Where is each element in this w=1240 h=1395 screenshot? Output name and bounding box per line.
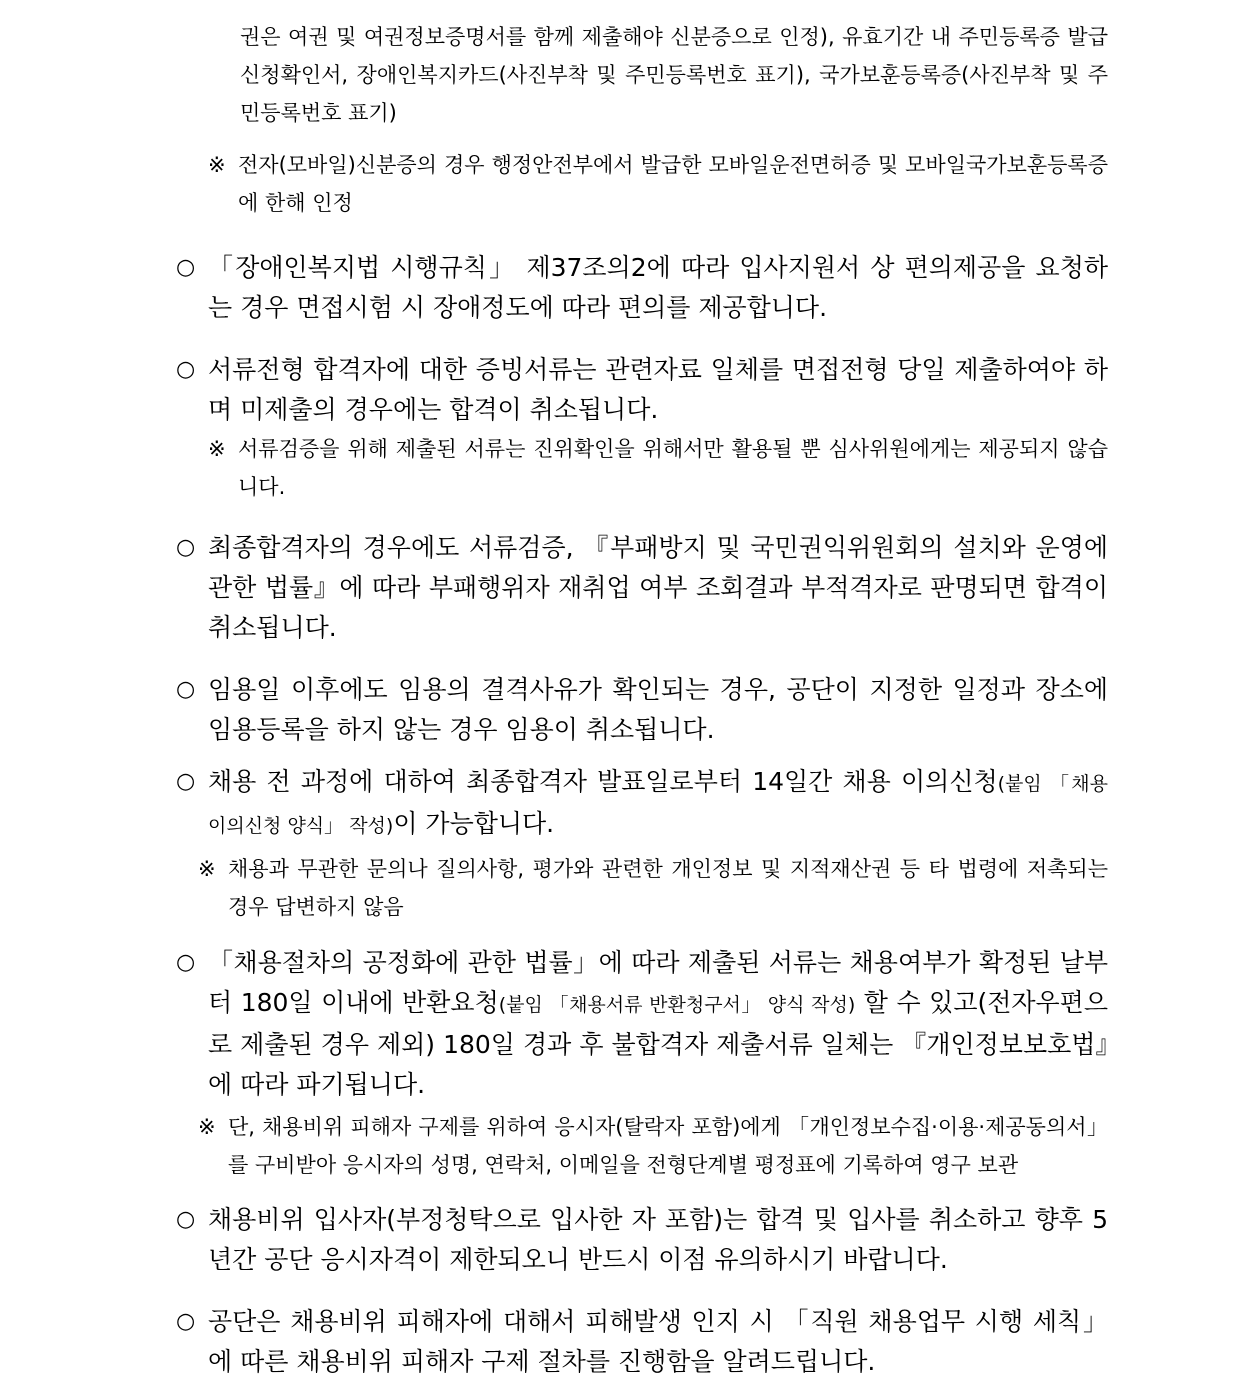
note-text: 서류검증을 위해 제출된 서류는 진위확인을 위해서만 활용될 뿐 심사위원에게는 제공되지 않습니다. xyxy=(238,437,1108,499)
list-item-document-screening xyxy=(176,350,1108,430)
list-item-appointment-cancel xyxy=(176,670,1108,750)
bullet-mark: ○ xyxy=(176,950,196,975)
note-mark: ※ xyxy=(198,857,216,881)
item-text-small: (붙임 「채용 이의신청 양식」 작성) xyxy=(208,773,1108,837)
list-item-disability-accommodation xyxy=(176,248,1108,328)
list-item-final-verification xyxy=(176,528,1108,648)
note-text: 채용과 무관한 문의나 질의사항, 평가와 관련한 개인정보 및 지적재산권 등 타 법령에 저촉되는 경우 답변하지 않음 xyxy=(228,857,1108,919)
id-document-continuation xyxy=(240,18,1108,132)
item-text-end: 할 수 있고(전자우편으로 제출된 경우 제외) 180일 경과 후 불합격자 제출서류 일체는 『개인정보보호법』에 따라 파기됩니다. xyxy=(208,988,1108,1099)
bullet-mark: ○ xyxy=(176,357,196,382)
item-text xyxy=(208,943,1108,1105)
note-mark: ※ xyxy=(198,1115,216,1139)
item-text-main: 「채용절차의 공정화에 관한 법률」에 따라 제출된 서류는 채용여부가 확정된 날부터 180일 이내에 반환요청 xyxy=(208,948,1108,1017)
item-text: 서류전형 합격자에 대한 증빙서류는 관련자료 일체를 면접전형 당일 제출하여야 하며 미제출의 경우에는 합격이 취소됩니다. xyxy=(208,355,1108,424)
bullet-mark: ○ xyxy=(176,769,196,794)
note-mark: ※ xyxy=(208,153,226,177)
bullet-mark: ○ xyxy=(176,255,196,280)
continuation-text: 권은 여권 및 여권정보증명서를 함께 제출해야 신분증으로 인정), 유효기간 내 주민등록증 발급신청확인서, 장애인복지카드(사진부착 및 주민등록번호 표기), 국가보훈등록증(사진부착 및 주민등록번호 표기) xyxy=(240,25,1108,125)
document-verification-note xyxy=(208,430,1108,506)
list-item-document-return xyxy=(176,943,1108,1105)
note-text: 전자(모바일)신분증의 경우 행정안전부에서 발급한 모바일운전면허증 및 모바일국가보훈등록증에 한해 인정 xyxy=(238,153,1108,215)
item-text-end: 이 가능합니다. xyxy=(393,809,555,838)
item-text: 최종합격자의 경우에도 서류검증, 『부패방지 및 국민권익위원회의 설치와 운영에 관한 법률』에 따라 부패행위자 재취업 여부 조회결과 부적격자로 판명되면 합격이 취소됩니다. xyxy=(208,533,1108,642)
item-text: 채용비위 입사자(부정청탁으로 입사한 자 포함)는 합격 및 입사를 취소하고 향후 5년간 공단 응시자격이 제한되오니 반드시 이점 유의하시기 바랍니다. xyxy=(208,1205,1108,1274)
list-item-victim-relief xyxy=(176,1302,1108,1382)
item-text-small: (붙임 「채용서류 반환청구서」 양식 작성) xyxy=(498,994,856,1016)
mobile-id-note xyxy=(208,146,1108,222)
list-item-objection xyxy=(176,762,1108,846)
bullet-mark: ○ xyxy=(176,1309,196,1334)
note-text: 단, 채용비위 피해자 구제를 위하여 응시자(탈락자 포함)에게 「개인정보수집·이용·제공동의서」를 구비받아 응시자의 성명, 연락처, 이메일을 전형단계별 평정표에 기록하여 영구 보관 xyxy=(228,1115,1108,1177)
item-text: 공단은 채용비위 피해자에 대해서 피해발생 인지 시 「직원 채용업무 시행 세칙」에 따른 채용비위 피해자 구제 절차를 진행함을 알려드립니다. xyxy=(208,1307,1108,1376)
privacy-consent-note xyxy=(198,1108,1108,1184)
item-text xyxy=(208,762,1108,846)
bullet-mark: ○ xyxy=(176,1207,196,1232)
list-item-hiring-irregularity xyxy=(176,1200,1108,1280)
item-text-main: 채용 전 과정에 대하여 최종합격자 발표일로부터 14일간 채용 이의신청 xyxy=(208,767,998,796)
objection-note xyxy=(198,850,1108,926)
item-text: 「장애인복지법 시행규칙」 제37조의2에 따라 입사지원서 상 편의제공을 요청하는 경우 면접시험 시 장애정도에 따라 편의를 제공합니다. xyxy=(208,253,1108,322)
item-text: 임용일 이후에도 임용의 결격사유가 확인되는 경우, 공단이 지정한 일정과 장소에 임용등록을 하지 않는 경우 임용이 취소됩니다. xyxy=(208,675,1108,744)
note-mark: ※ xyxy=(208,437,226,461)
bullet-mark: ○ xyxy=(176,677,196,702)
bullet-mark: ○ xyxy=(176,535,196,560)
